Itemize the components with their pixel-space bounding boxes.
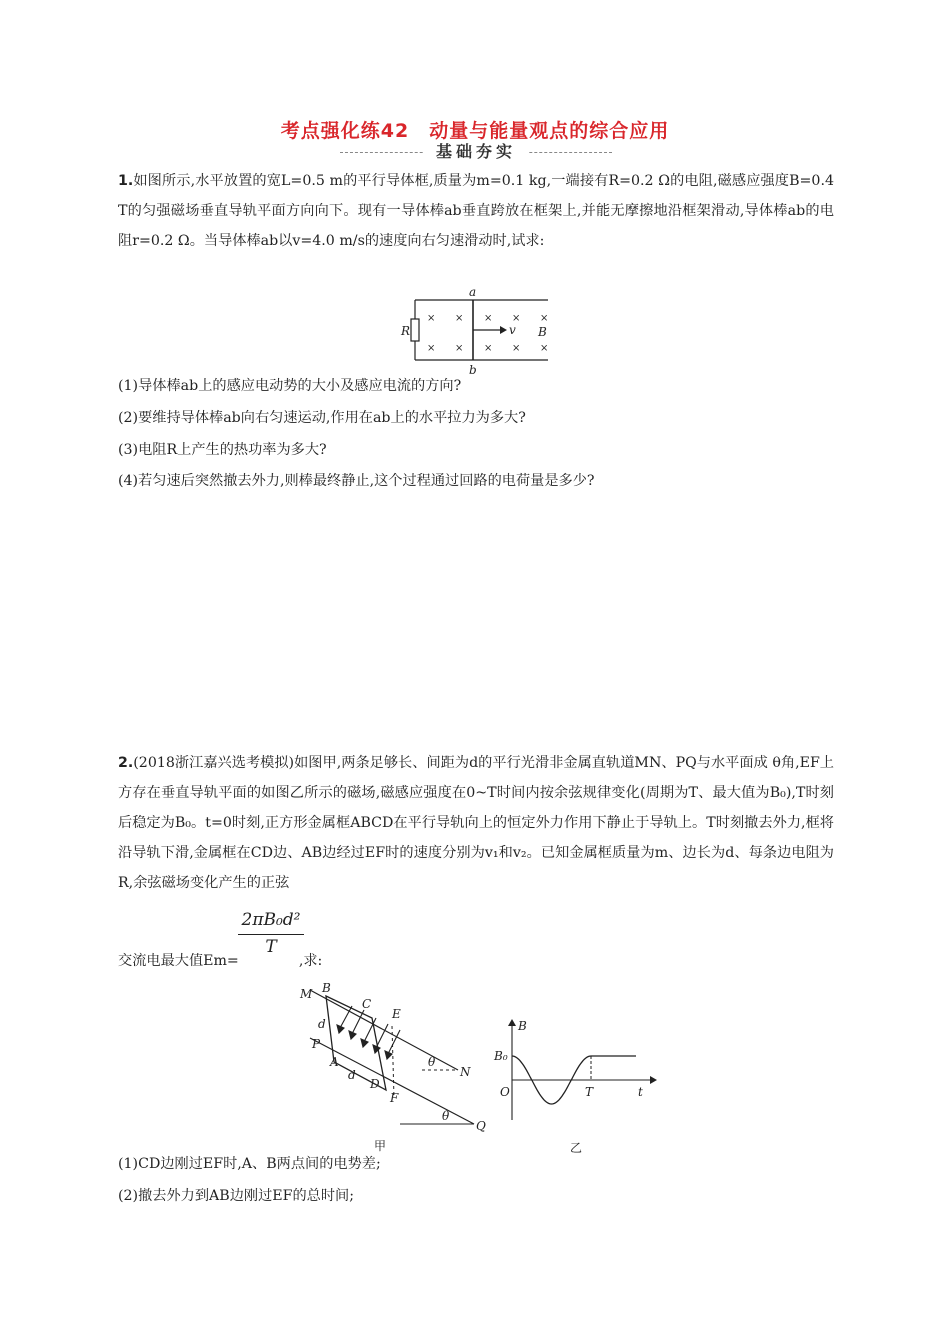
question-2-number: 2. [118,755,134,771]
question-2-part-2: (2)撤去外力到AB边刚过EF的总时间; [118,1188,354,1204]
label-C: C [362,997,372,1011]
svg-text:×: × [512,313,521,324]
question-1-number: 1. [118,173,134,189]
label-T: T [585,1085,594,1099]
figure-jia [290,978,500,1154]
label-D: D [370,1077,380,1091]
label-B0: B₀ [494,1049,508,1063]
label-A: A [330,1055,339,1069]
question-1-figure [400,286,560,378]
section-label: 基础夯实 [424,142,528,162]
svg-text:×: × [427,343,436,354]
svg-text:×: × [455,313,464,324]
svg-text:×: × [427,313,436,324]
label-theta-2: θ [442,1109,450,1123]
label-R: R [401,324,411,338]
question-2-part-1: (1)CD边刚过EF时,A、B两点间的电势差; [118,1156,381,1172]
label-P: P [312,1037,321,1051]
line-ef [392,1026,394,1098]
question-1-part-1: (1)导体棒ab上的感应电动势的大小及感应电流的方向? [118,378,462,394]
label-v: v [509,323,516,337]
resistor-symbol [411,319,419,341]
question-2-body: (2018浙江嘉兴选考模拟)如图甲,两条足够长、间距为d的平行光滑非金属直轨道MN、PQ与水平面成 θ角,EF上方存在垂直导轨平面的如图乙所示的磁场,磁感应强度在0~T时间内按余弦规律变化(周期为T、最大值为B₀),T时刻后稳定为B₀。t=0时刻,正方形金属框ABCD在平行导轨向上的恒定外力作用下静止于导轨上。T时刻撤去外力,框将沿导轨下滑,金属框在CD边、AB边经过EF时的速度分别为v₁和v₂。已知金属框质量为m、边长为d、每条边电阻为R,余弦磁场变化产生的正弦 [118,755,834,891]
label-O: O [500,1085,510,1099]
label-a: a [469,286,477,299]
label-d2: d [348,1068,356,1082]
question-1-body: 如图所示,水平放置的宽L=0.5 m的平行导体框,质量为m=0.1 kg,一端接有R=0.2 Ω的电阻,磁感应强度B=0.4 T的匀强磁场垂直导轨平面方向向下。现有一导体棒ab垂直跨放在框架上,并能无摩擦地沿框架滑动,导体棒ab的电阻r=0.2 Ω。当导体棒ab以v=4.0 m/s的速度向右匀速滑动时,试求: [118,173,834,249]
label-theta-1: θ [428,1055,436,1069]
em-prefix: 交流电最大值Em= [118,953,239,969]
figure-yi [490,1016,660,1156]
label-M: M [300,987,313,1001]
caption-yi: 乙 [570,1141,583,1155]
magnetic-field-crosses [427,313,548,354]
label-B: B [538,325,547,339]
section-header [340,142,612,164]
svg-text:×: × [540,313,549,324]
label-E: E [392,1007,401,1021]
em-numerator: 2πB₀d² [238,910,304,935]
svg-text:×: × [484,313,493,324]
question-2-text [118,748,834,898]
question-1-part-4: (4)若匀速后突然撤去外力,则棒最终静止,这个过程通过回路的电荷量是多少? [118,473,595,489]
em-suffix: ,求: [298,953,323,969]
question-1-text [118,166,834,256]
question-1-part-2: (2)要维持导体棒ab向右匀速运动,作用在ab上的水平拉力为多大? [118,410,526,426]
label-F: F [390,1091,399,1105]
label-Q: Q [476,1119,486,1133]
svg-text:×: × [484,343,493,354]
field-arrows [337,1006,400,1059]
label-b: b [469,363,477,377]
label-N: N [460,1065,471,1079]
em-line [118,950,322,970]
svg-text:×: × [540,343,549,354]
frame-abcd [326,996,386,1090]
caption-jia: 甲 [374,1139,387,1153]
label-B-jia: B [322,981,331,995]
question-1-part-3: (3)电阻R上产生的热功率为多大? [118,442,327,458]
label-d1: d [318,1017,326,1031]
label-t: t [638,1085,643,1099]
svg-text:×: × [512,343,521,354]
label-B-yi: B [518,1019,527,1033]
page-title: 考点强化练42 动量与能量观点的综合应用 [280,120,670,142]
svg-text:×: × [455,343,464,354]
em-denominator: T [265,937,277,957]
